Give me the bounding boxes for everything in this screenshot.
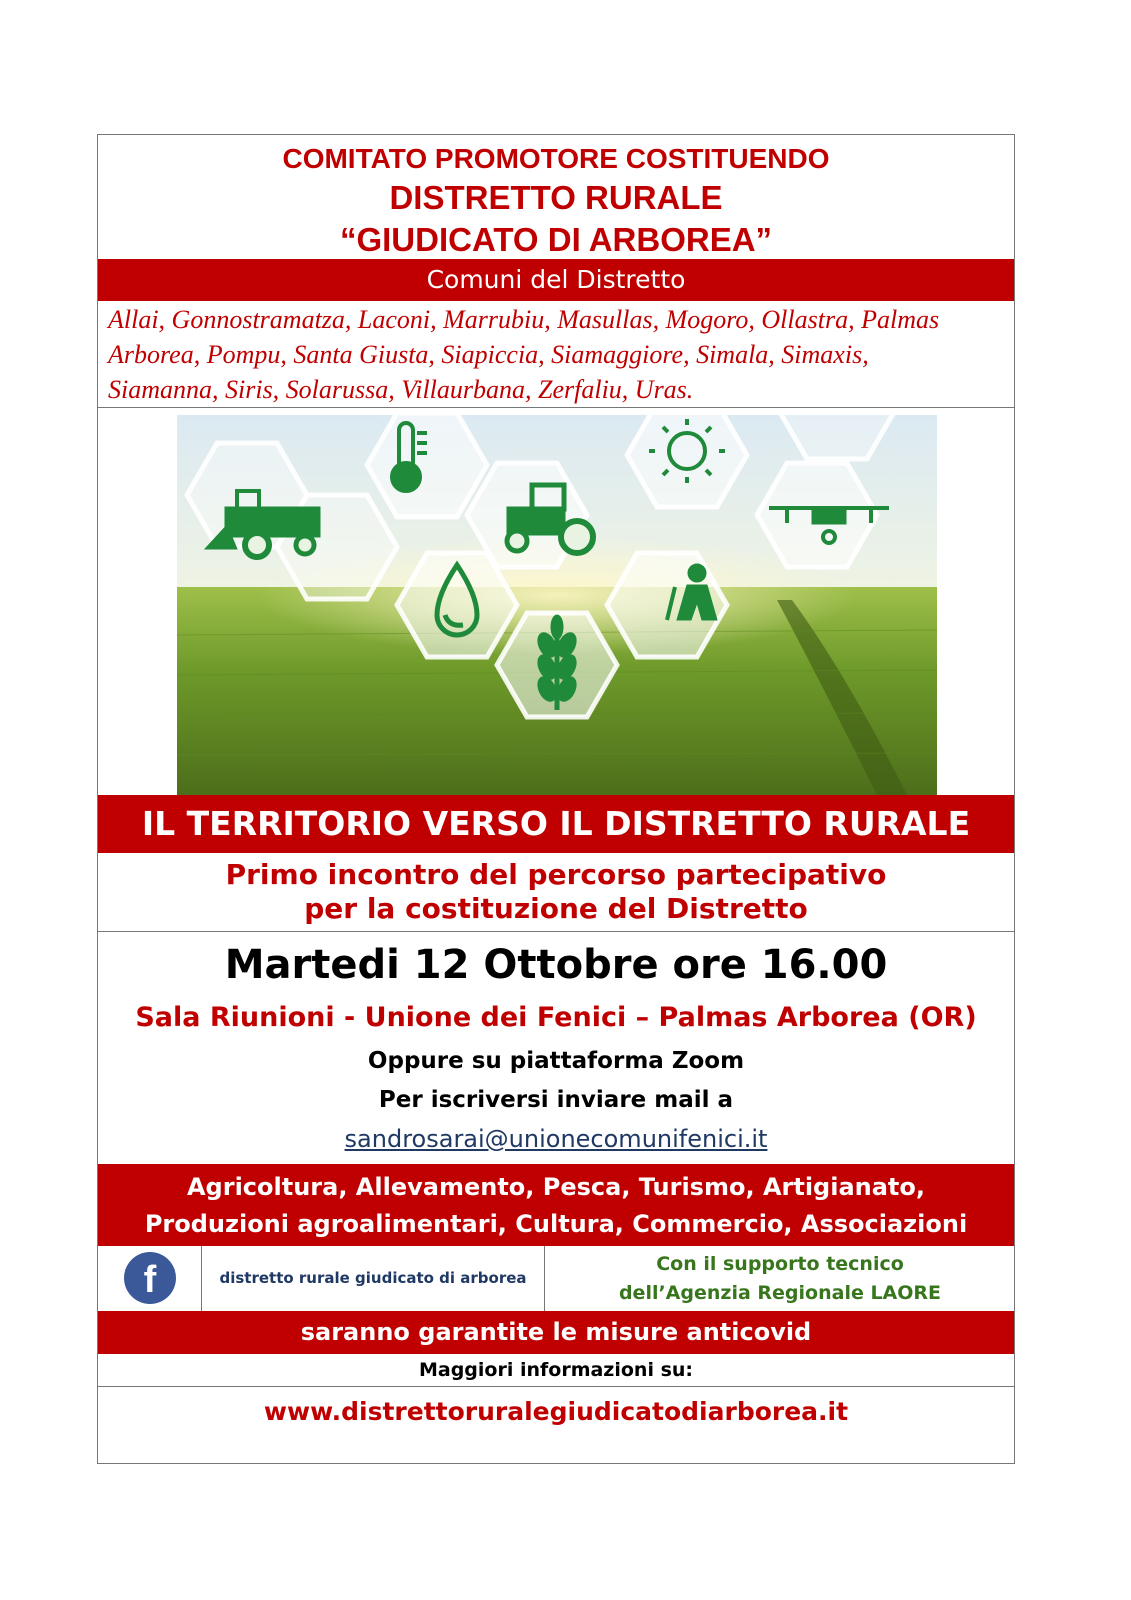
divider [98,407,1014,408]
header [98,135,1014,259]
banner-title: IL TERRITORIO VERSO IL DISTRETTO RURALE [98,795,1014,853]
event-section [98,931,1014,1164]
event-date: Martedi 12 Ottobre ore 16.00 [224,942,888,988]
event-zoom: Oppure su piattaforma Zoom [367,1048,745,1074]
comuni-list [98,301,1014,407]
subtitle [98,853,1014,931]
support-line-1: Con il supporto tecnico [656,1253,904,1275]
facebook-label[interactable]: distretto rurale giudicato di arborea [202,1246,545,1311]
covid-notice: saranno garantite le misure anticovid [98,1311,1014,1354]
flyer [97,134,1015,1464]
sectors [98,1164,1014,1246]
event-signup: Per iscriversi inviare mail a [378,1087,734,1113]
svg-text:f: f [143,1259,157,1301]
sectors-line-1: Agricoltura, Allevamento, Pesca, Turismo, Artigianato, [186,1173,926,1201]
comuni-line-1: Allai, Gonnostramatza, Laconi, Marrubiu, Masullas, Mogoro, Ollastra, Palmas [108,305,940,334]
facebook-cell [98,1246,202,1311]
agritech-field-image [177,415,937,795]
website-link[interactable]: www.distrettoruralegiudicatodiarborea.it [263,1397,849,1426]
comuni-line-3: Siamanna, Siris, Solarussa, Villaurbana, Zerfaliu, Uras. [108,375,694,404]
header-line-1: COMITATO PROMOTORE COSTITUENDO [282,143,830,174]
header-line-2: DISTRETTO RURALE [389,179,723,216]
email-link[interactable]: sandrosarai@unionecomunifenici.it [344,1125,768,1153]
comuni-title: Comuni del Distretto [98,259,1014,301]
info-label: Maggiori informazioni su: [98,1354,1014,1387]
subtitle-line-1: Primo incontro del percorso partecipativo [225,858,887,891]
event-place: Sala Riunioni - Unione dei Fenici – Palmas Arborea (OR) [135,1002,977,1033]
sectors-line-2: Produzioni agroalimentari, Cultura, Commercio, Associazioni [144,1210,968,1238]
support-line-2: dell’Agenzia Regionale LAORE [618,1282,942,1304]
footer-info-row [98,1246,1014,1311]
header-line-3: “GIUDICATO DI ARBOREA” [339,221,773,258]
subtitle-line-2: per la costituzione del Distretto [304,892,808,925]
comuni-line-2: Arborea, Pompu, Santa Giusta, Siapiccia, Siamaggiore, Simala, Simaxis, [108,340,869,369]
support-cell [545,1246,1015,1311]
facebook-icon[interactable] [98,1246,202,1311]
